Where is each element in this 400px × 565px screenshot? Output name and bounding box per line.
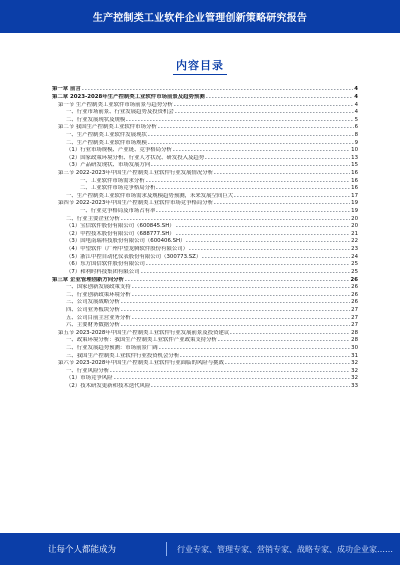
toc-entry-text: 二、行业创新政策环境分析	[66, 291, 131, 298]
toc-entry-page: 20	[351, 223, 358, 230]
toc-entry[interactable]	[52, 307, 358, 315]
toc-leader-dots	[126, 120, 353, 121]
toc-entry[interactable]	[52, 368, 358, 376]
toc-leader-dots	[189, 249, 350, 250]
toc-entry-text: 一、工业软件市场需求分析	[80, 177, 145, 184]
toc-leader-dots	[175, 112, 354, 113]
toc-entry[interactable]	[52, 261, 358, 269]
toc-entry[interactable]	[52, 345, 358, 353]
toc-entry-text: 第三节 2022-2023年中国生产控制类工业软件行业发展情况分析	[58, 170, 214, 176]
toc-entry-text: （6）东方国信软件股份有限公司	[66, 261, 145, 268]
toc-leader-dots	[151, 386, 350, 387]
toc-entry-page: 28	[351, 337, 358, 344]
toc-leader-dots	[156, 188, 350, 189]
toc-leader-dots	[214, 203, 350, 204]
toc-entry-text: 一、行业风险分析	[66, 367, 110, 374]
toc-leader-dots	[132, 295, 350, 296]
toc-entry-page: 25	[351, 268, 358, 275]
toc-leader-dots	[151, 165, 350, 166]
toc-entry-text: （1）行业市场规模、产业链、竞争格局分析	[66, 147, 172, 154]
toc-entry[interactable]	[52, 375, 358, 383]
toc-entry-page: 4	[354, 93, 358, 100]
toc-leader-dots	[82, 89, 353, 90]
toc-leader-dots	[146, 264, 350, 265]
toc-entry-text: 一、政策环境分析：我国生产控制类工业软件产业政策支持分析	[66, 337, 217, 344]
toc-entry-text: 第六节 2023-2028年中国生产控制类工业软件行业面临的风险与挑战	[58, 360, 224, 367]
toc-entry[interactable]	[52, 253, 358, 261]
toc-entry[interactable]	[52, 147, 358, 155]
toc-leader-dots	[148, 135, 354, 136]
toc-entry[interactable]	[52, 337, 358, 345]
toc-entry[interactable]	[52, 330, 358, 338]
report-header-bar	[0, 0, 400, 33]
toc-entry-page: 26	[351, 291, 358, 298]
toc-entry-text: （1）市场竞争风险	[66, 375, 113, 382]
toc-entry-text: （2）国家政策环境分析、行业人才状况、研发投入及趋势	[66, 154, 205, 161]
toc-entry-text: （4）中望软件（广州中望龙腾软件股份有限公司）	[66, 246, 189, 253]
toc-entry[interactable]	[52, 124, 358, 132]
toc-entry[interactable]	[52, 246, 358, 254]
toc-entry[interactable]	[52, 276, 358, 284]
toc-entry-page: 22	[351, 238, 358, 245]
toc-entry-page: 27	[351, 322, 358, 329]
toc-entry-page: 21	[351, 230, 358, 237]
toc-leader-dots	[225, 363, 350, 364]
toc-entry-page: 20	[351, 215, 358, 222]
toc-entry[interactable]	[52, 314, 358, 322]
toc-leader-dots	[141, 272, 351, 273]
toc-entry[interactable]	[52, 116, 358, 124]
footer-slogan: 让每个人都能成为	[48, 545, 117, 555]
toc-entry-text: （5）浙江中控自动化仪表股份有限公司（300773.SZ）	[66, 253, 202, 260]
toc-entry-text: 二、行业发展趋势预测：市场前景广阔	[66, 345, 158, 352]
toc-entry-page: 5	[354, 116, 358, 123]
toc-entry-page: 4	[354, 109, 358, 116]
toc-entry-text: 第三章 企业管理创新方向分析	[52, 276, 124, 283]
toc-leader-dots	[125, 280, 350, 281]
toc-entry-page: 28	[351, 329, 358, 336]
toc-leader-dots	[176, 226, 350, 227]
toc-entry-page: 4	[354, 101, 358, 108]
toc-leader-dots	[132, 318, 350, 319]
footer-tagline: 行业专家、管理专家、营销专家、战略专家、成功企业家……	[177, 544, 393, 554]
toc-heading: 内容目录	[176, 59, 224, 72]
toc-list	[52, 86, 358, 390]
toc-entry-text: （2）技术研发更新和技术迭代风险	[66, 383, 151, 390]
toc-entry[interactable]	[52, 238, 358, 246]
toc-entry-page: 8	[354, 131, 358, 138]
toc-leader-dots	[121, 219, 350, 220]
toc-entry-text: 一、国家创新发展政策支持	[66, 284, 131, 291]
toc-entry-text: 二、行业主要企业分析	[66, 215, 120, 222]
toc-entry-text: 第一节 生产控制类工业软件市场前景与趋势分析	[58, 101, 173, 108]
toc-leader-dots	[230, 333, 350, 334]
toc-leader-dots	[234, 196, 350, 197]
toc-leader-dots	[186, 241, 350, 242]
toc-entry-text: （3）国电南瑞科技股份有限公司（600406.SH）	[66, 238, 186, 245]
toc-entry[interactable]	[52, 109, 358, 117]
toc-entry-page: 16	[351, 177, 358, 184]
toc-entry-page: 27	[351, 314, 358, 321]
toc-entry-page: 26	[351, 284, 358, 291]
report-title: 生产控制类工业软件企业管理创新策略研究报告	[92, 13, 308, 24]
toc-entry-page: 16	[351, 185, 358, 192]
toc-entry-page: 16	[351, 170, 358, 176]
toc-entry-page: 6	[354, 124, 358, 131]
toc-leader-dots	[132, 287, 350, 288]
toc-entry-page: 10	[351, 147, 358, 154]
toc-entry[interactable]	[52, 269, 358, 277]
toc-entry[interactable]	[52, 86, 358, 94]
toc-entry-page: 27	[351, 306, 358, 313]
toc-leader-dots	[158, 127, 354, 128]
toc-leader-dots	[146, 181, 350, 182]
toc-entry[interactable]	[52, 231, 358, 239]
toc-entry[interactable]	[52, 200, 358, 208]
toc-entry-text: 一、生产控制类工业软件发展现状	[66, 131, 147, 138]
toc-entry[interactable]	[52, 193, 358, 201]
toc-leader-dots	[159, 348, 350, 349]
toc-leader-dots	[205, 158, 350, 159]
toc-entry[interactable]	[52, 154, 358, 162]
toc-entry-page: 17	[351, 192, 358, 199]
toc-entry[interactable]	[52, 132, 358, 140]
toc-entry-text: 一、生产控制类工业软件市场需求及规模趋势预测，未来发展空间巨大	[66, 192, 234, 199]
footer-bar	[0, 533, 400, 565]
toc-leader-dots	[148, 143, 354, 144]
toc-entry-page: 23	[351, 246, 358, 253]
toc-entry-text: 二、行业发展现状及规模	[66, 116, 126, 123]
toc-leader-dots	[174, 105, 354, 106]
toc-entry-text: 五、公司目前主营业务分析	[66, 314, 131, 321]
toc-entry-text: 三、我国生产控制类工业软件行业投资机会分析	[66, 352, 180, 359]
toc-entry-page: 26	[350, 276, 358, 283]
toc-entry[interactable]	[52, 101, 358, 109]
toc-entry-page: 4	[354, 86, 358, 93]
toc-entry[interactable]	[52, 383, 358, 391]
toc-entry[interactable]	[52, 284, 358, 292]
toc-heading-underline	[173, 74, 227, 75]
toc-leader-dots	[218, 340, 350, 341]
toc-entry[interactable]	[52, 208, 358, 216]
toc-entry-text: 二、工业软件市场竞争格局分析	[80, 185, 156, 192]
toc-entry-page: 25	[351, 261, 358, 268]
toc-entry-text: 第四节 2022-2023年中国生产控制类工业软件市场竞争格局分析	[58, 200, 214, 207]
toc-leader-dots	[114, 378, 351, 379]
toc-entry-page: 32	[351, 375, 358, 382]
toc-entry-text: 第五节 2023-2028年中国生产控制类工业软件行业发展前景及投资建议	[58, 329, 230, 336]
toc-entry-page: 26	[351, 299, 358, 306]
toc-entry-page: 19	[351, 208, 358, 215]
toc-entry[interactable]	[52, 215, 358, 223]
toc-entry[interactable]	[52, 94, 358, 102]
toc-entry-text: 第二节 我国生产控制类工业软件市场分析	[58, 124, 157, 131]
toc-entry-page: 31	[351, 352, 358, 359]
toc-leader-dots	[110, 371, 350, 372]
toc-entry-text: 第二章 2023-2028年生产控制类工业软件市场前景及趋势预测	[52, 93, 205, 100]
toc-entry-text: 四、公司业务板块分析	[66, 306, 120, 313]
toc-leader-dots	[206, 97, 354, 98]
toc-entry-page: 30	[351, 345, 358, 352]
toc-entry-page: 32	[351, 360, 358, 367]
toc-leader-dots	[121, 310, 350, 311]
toc-entry[interactable]	[52, 139, 358, 147]
toc-leader-dots	[176, 234, 350, 235]
toc-entry[interactable]	[52, 360, 358, 368]
toc-entry-text: （3）产品研发现状、市场发展方向	[66, 162, 151, 169]
toc-entry[interactable]	[52, 223, 358, 231]
toc-entry-text: 一、行业市场前景、行业发展趋势及投资机会	[66, 109, 174, 116]
toc-leader-dots	[121, 325, 350, 326]
toc-entry[interactable]	[52, 177, 358, 185]
toc-entry-text: 二、生产控制类工业软件市场规模	[66, 139, 147, 146]
toc-entry-text: 三、公司发展战略分析	[66, 299, 120, 306]
toc-leader-dots	[180, 356, 350, 357]
toc-entry[interactable]	[52, 291, 358, 299]
toc-entry-text: 六、主要财务数据分析	[66, 322, 120, 329]
footer-divider	[166, 542, 167, 556]
toc-entry-text: （2）中控技术股份有限公司（688777.SH）	[66, 230, 175, 237]
toc-entry-page: 33	[351, 383, 358, 390]
toc-leader-dots	[173, 150, 350, 151]
toc-entry[interactable]	[52, 352, 358, 360]
toc-entry[interactable]	[52, 162, 358, 170]
toc-entry-text: 第一章 前言	[52, 86, 81, 93]
toc-entry[interactable]	[52, 170, 358, 178]
toc-entry-page: 19	[351, 200, 358, 207]
toc-entry[interactable]	[52, 299, 358, 307]
toc-entry-text: （7）和利时科技集团有限公司	[66, 268, 140, 275]
toc-entry[interactable]	[52, 322, 358, 330]
toc-entry-page: 24	[351, 253, 358, 260]
toc-entry[interactable]	[52, 185, 358, 193]
toc-entry-page: 15	[351, 162, 358, 169]
toc-entry-text: 一、行业竞争格局及市场占有率	[80, 208, 156, 215]
toc-leader-dots	[156, 211, 350, 212]
toc-entry-text: （1）宝信软件股份有限公司（600845.SH）	[66, 223, 175, 230]
toc-entry-page: 9	[354, 139, 358, 146]
toc-leader-dots	[202, 257, 350, 258]
toc-leader-dots	[121, 302, 350, 303]
toc-entry-page: 13	[351, 154, 358, 161]
toc-leader-dots	[214, 173, 350, 174]
toc-entry-page: 32	[351, 367, 358, 374]
